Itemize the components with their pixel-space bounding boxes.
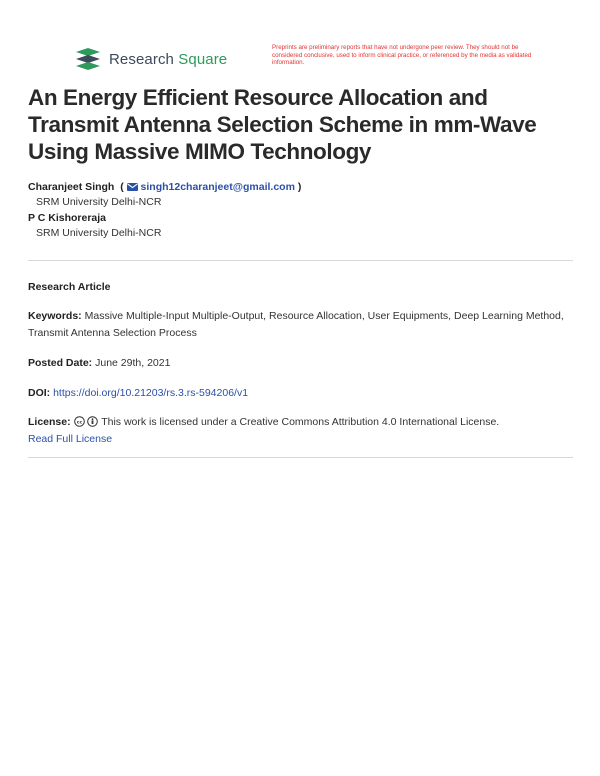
author-entry: Charanjeet Singh ( singh12charanjeet@gmail.com ) bbox=[28, 181, 302, 193]
research-square-logo-icon bbox=[75, 48, 101, 70]
posted-date-label: Posted Date: bbox=[28, 357, 93, 369]
doi-label: DOI: bbox=[28, 387, 51, 399]
author-name: P C Kishoreraja bbox=[28, 212, 107, 224]
attribution-icon bbox=[87, 416, 98, 427]
svg-text:cc: cc bbox=[76, 420, 82, 426]
author-affiliation: SRM University Delhi-NCR bbox=[36, 227, 162, 239]
keywords-section bbox=[28, 308, 573, 342]
keywords-text: Massive Multiple-Input Multiple-Output, Resource Allocation, User Equipments, Deep Learning Method, Transmit Antenna Selection Process bbox=[28, 310, 564, 339]
envelope-icon bbox=[127, 183, 138, 191]
author-list bbox=[28, 180, 573, 242]
read-full-license-link[interactable]: Read Full License bbox=[28, 433, 113, 445]
preprint-disclaimer: Preprints are preliminary reports that have not undergone peer review. They should not be considered conclusive, used to inform clinical practice, or referenced by the media as validated information. bbox=[272, 44, 532, 67]
posted-date-section bbox=[28, 355, 573, 372]
article-type: Research Article bbox=[28, 281, 111, 293]
license-text: This work is licensed under a Creative Commons Attribution 4.0 International License. bbox=[101, 416, 500, 428]
doi-link[interactable]: https://doi.org/10.21203/rs.3.rs-594206/v1 bbox=[53, 387, 249, 399]
logo-wordmark: Research Square bbox=[109, 50, 228, 68]
divider bbox=[28, 457, 573, 458]
author-email-link[interactable]: singh12charanjeet@gmail.com bbox=[140, 181, 295, 193]
author-affiliation: SRM University Delhi-NCR bbox=[36, 196, 162, 208]
license-label: License: bbox=[28, 416, 71, 428]
doi-section bbox=[28, 385, 573, 402]
posted-date-value: June 29th, 2021 bbox=[95, 357, 171, 369]
creative-commons-icon bbox=[74, 416, 85, 427]
divider bbox=[28, 260, 573, 261]
author-name: Charanjeet Singh bbox=[28, 181, 115, 193]
keywords-label: Keywords: bbox=[28, 310, 82, 322]
paper-title: An Energy Efficient Resource Allocation and Transmit Antenna Selection Scheme in mm-Wave Using Massive MIMO Technology bbox=[28, 85, 537, 164]
research-square-logo[interactable] bbox=[75, 48, 227, 70]
license-section bbox=[28, 414, 573, 448]
